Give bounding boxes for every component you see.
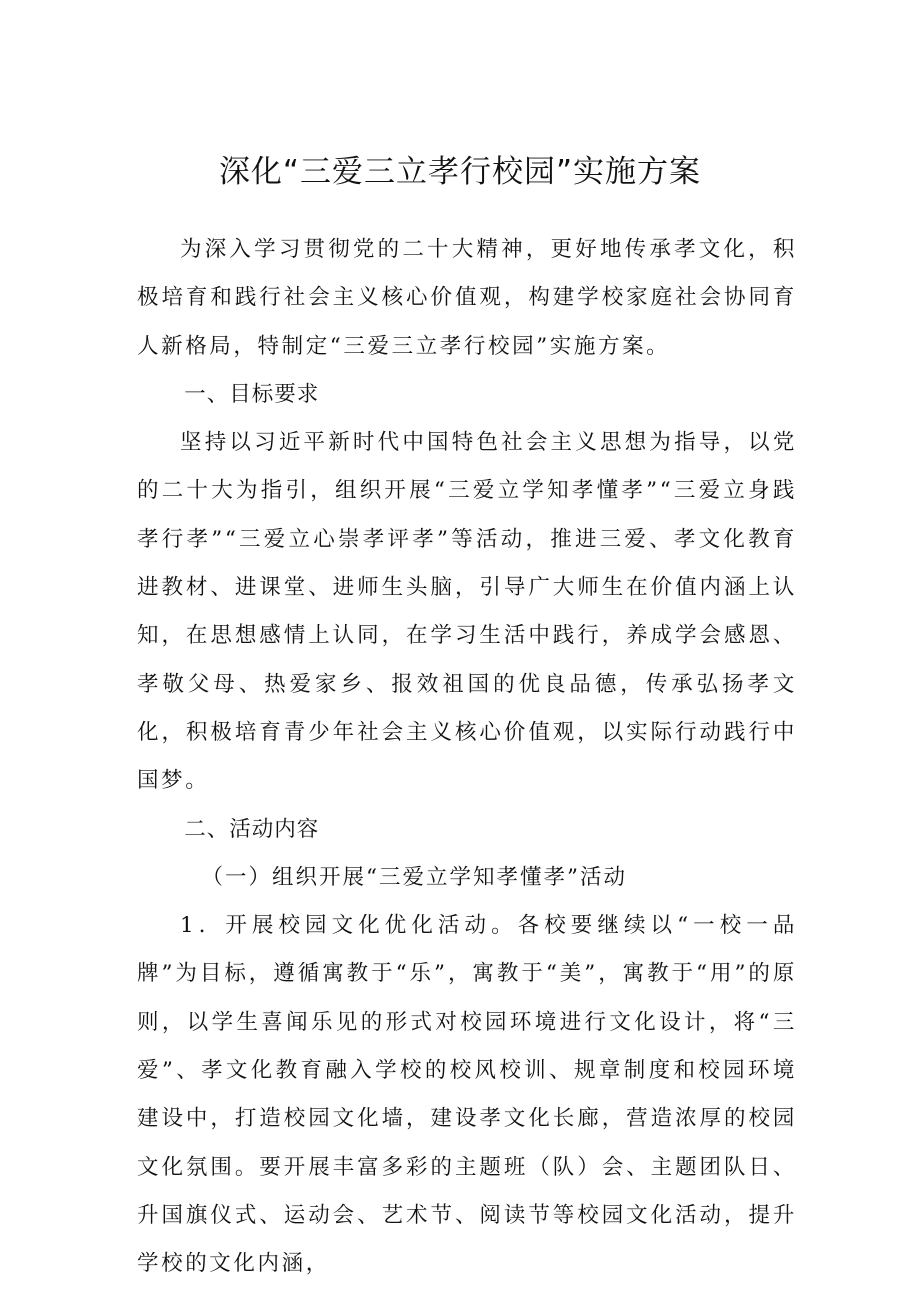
section-heading-goals: 一、目标要求 (184, 381, 320, 407)
activities-item-1: 1．开展校园文化优化活动。各校要继续以“一校一品牌”为目标，遵循寓教于“乐”，寓教于“美”，寓教于“用”的原则，以学生喜闻乐见的形式对校园环境进行文化设计，将“三爱”、孝文化教育融入学校的校风校训、规章制度和校园环境建设中，打造校园文化墙，建设孝文化长廊，营造浓厚的校园文化氛围。要开展丰富多彩的主题班（队）会、主题团队日、升国旗仪式、运动会、艺术节、阅读节等校园文化活动，提升学校的文化内涵， (137, 913, 797, 1277)
document-body (137, 226, 797, 1289)
activities-subheading-1: （一）组织开展“三爱立学知孝懂孝”活动 (201, 864, 627, 890)
document-title: 深化“三爱三立孝行校园”实施方案 (218, 154, 702, 190)
goals-paragraph: 坚持以习近平新时代中国特色社会主义思想为指导，以党的二十大为指引，组织开展“三爱立学知孝懂孝”“三爱立身践孝行孝”“三爱立心崇孝评孝”等活动，推进三爱、孝文化教育进教材、进课堂、进师生头脑，引导广大师生在价值内涵上认知，在思想感情上认同，在学习生活中践行，养成学会感恩、孝敬父母、热爱家乡、报效祖国的优良品德，传承弘扬孝文化，积极培育青少年社会主义核心价值观，以实际行动践行中国梦。 (137, 430, 797, 794)
section-heading-activities: 二、活动内容 (184, 816, 320, 842)
intro-paragraph: 为深入学习贯彻党的二十大精神，更好地传承孝文化，积极培育和践行社会主义核心价值观，构建学校家庭社会协同育人新格局，特制定“三爱三立孝行校园”实施方案。 (137, 237, 797, 359)
